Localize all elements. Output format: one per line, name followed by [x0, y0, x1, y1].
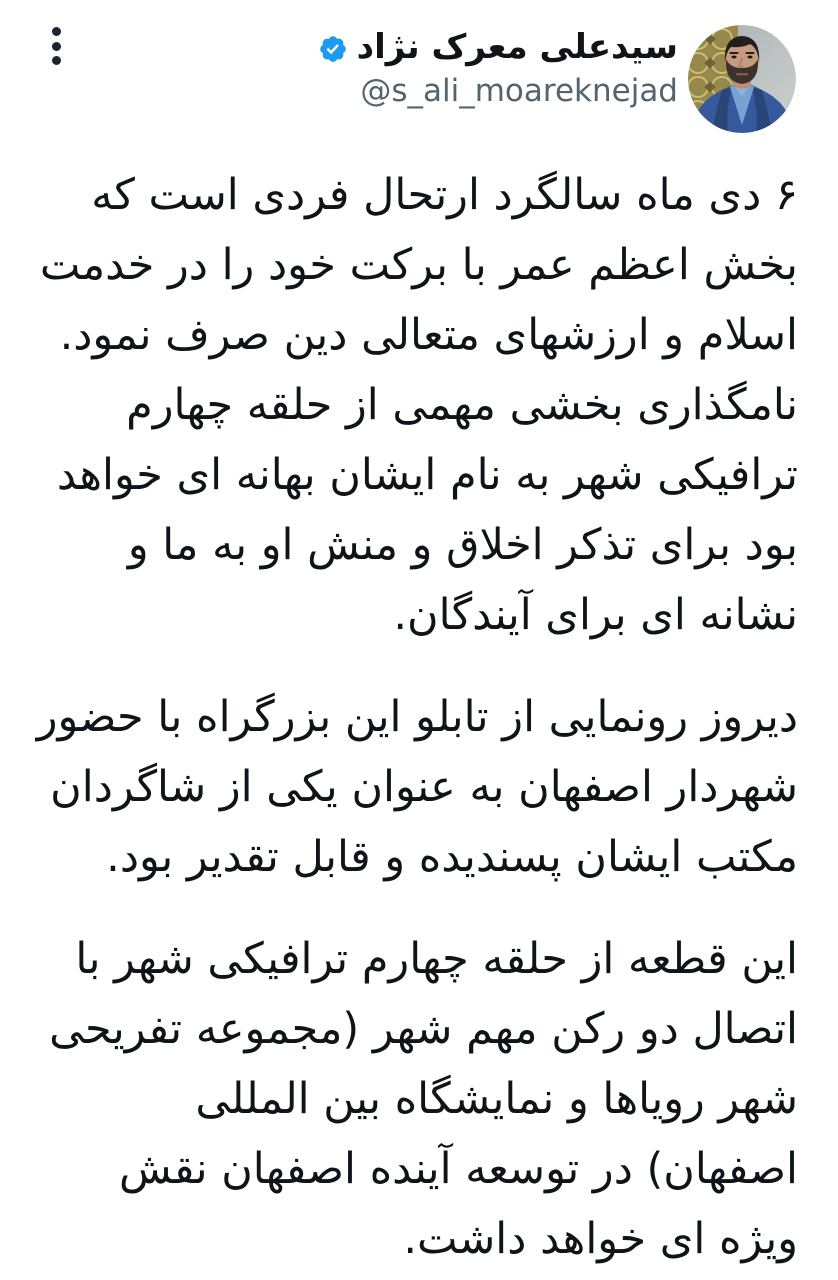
tweet-text-line: بود برای تذکر اخلاق و منش او به ما و — [127, 520, 798, 570]
tweet-header — [0, 0, 838, 138]
tweet-text-line: این قطعه از حلقه چهارم ترافیکی شهر با — [75, 934, 798, 984]
more-vertical-icon — [52, 27, 61, 36]
more-menu-button[interactable] — [47, 27, 65, 65]
author-display-name: سیدعلی معرک نژاد — [356, 27, 678, 67]
tweet-text — [0, 160, 838, 1274]
more-vertical-icon — [52, 42, 61, 51]
tweet-text-line: مکتب ایشان پسندیده و قابل تقدیر بود. — [106, 832, 798, 882]
tweet-text-line: شهردار اصفهان به عنوان یکی از شاگردان — [50, 762, 798, 812]
profile-photo — [688, 25, 796, 133]
tweet-text-line: اسلام و ارزشهای متعالی دین صرف نمود. — [59, 310, 798, 360]
tweet-text-line: اصفهان) در توسعه آینده اصفهان نقش — [119, 1144, 798, 1194]
tweet-text-line: ترافیکی شهر به نام ایشان بهانه ای خواهد — [56, 450, 798, 500]
tweet-text-line: ویژه ای خواهد داشت. — [403, 1214, 798, 1264]
tweet-text-line: ۶ دی ماه سالگرد ارتحال فردی است که — [91, 170, 798, 220]
author-block — [318, 24, 678, 110]
avatar[interactable] — [688, 25, 796, 133]
more-vertical-icon — [52, 56, 61, 65]
tweet-text-line: اتصال دو رکن مهم شهر (مجموعه تفریحی — [49, 1004, 798, 1054]
author-handle: @s_ali_moareknejad — [360, 73, 678, 109]
tweet-text-line: نامگذاری بخشی مهمی از حلقه چهارم — [126, 380, 798, 430]
tweet-text-line: دیروز رونمایی از تابلو این بزرگراه با حضور — [36, 692, 798, 742]
tweet-text-line: شهر رویاها و نمایشگاه بین المللی — [195, 1074, 798, 1124]
tweet-paragraph — [30, 160, 798, 650]
verified-badge-icon — [318, 34, 348, 64]
author-name-row — [318, 24, 678, 70]
tweet-paragraph — [30, 924, 798, 1274]
tweet-text-line: نشانه ای برای آیندگان. — [393, 590, 798, 640]
tweet-paragraph — [30, 682, 798, 892]
tweet-text-line: بخش اعظم عمر با برکت خود را در خدمت — [39, 240, 798, 290]
